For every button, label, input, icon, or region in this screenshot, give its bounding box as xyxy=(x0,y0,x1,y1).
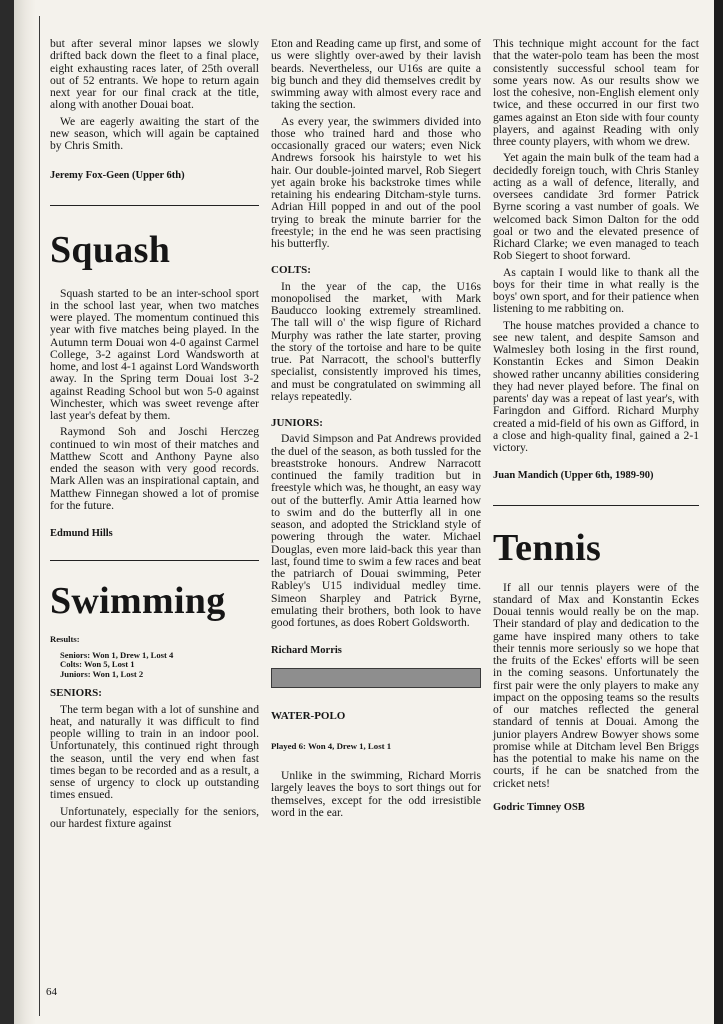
juniors-text xyxy=(271,433,481,629)
paragraph: Unlike in the swimming, Richard Morris largely leaves the boys to sort things out for themselves, except for the odd irresistible word in the ear. xyxy=(271,769,481,819)
sailing-text xyxy=(50,38,259,152)
subhead-seniors: SENIORS: xyxy=(50,687,102,700)
column-1 xyxy=(50,38,259,834)
section-divider xyxy=(50,560,259,561)
page-number: 64 xyxy=(46,986,57,998)
gutter-rule xyxy=(39,16,40,1016)
paragraph: The term began with a lot of sunshine and heat, and naturally it was difficult to find people willing to train in an indoor pool. Unfortunately, this continued right through the season, until the very end when fast times began to be recorded and as a result, a sense of urgency to clock up outstanding times ensued. xyxy=(50,702,259,802)
paragraph: As every year, the swimmers divided into those who trained hard and those who occasionally graced our waters; even Nick Andrews forsook his hairstyle to wet his hair. Our double-jointed marvel, Rob Siegert yet again broke his backstroke times while retaining his endearing Ditcham-style turns. Adrian Hill popped in and out of the pool trying to break the minute barrier for the freestyle; in the end he was seen practising his butterfly. xyxy=(271,114,481,250)
byline: Juan Mandich (Upper 6th, 1989-90) xyxy=(493,470,654,482)
paragraph: The house matches provided a chance to see new talent, and despite Samson and Walmesley both losing in the first round, Konstantin Eckes and Simon Deakin showed rather uncanny abilities considering they had never played before. The final on parents' day was a repeat of last year's, with Faringdon and Gifford. Richard Murphy created a mid-field of his own as Gifford, in a close and high-quality final, gained a 2-1 victory. xyxy=(493,318,699,454)
section-title-tennis: Tennis xyxy=(493,526,602,569)
section-divider xyxy=(50,205,259,206)
squash-text xyxy=(50,288,259,513)
paragraph: Raymond Soh and Joschi Herczeg continued to win most of their matches and Matthew Scott and Anthony Payne also ended the season with very good records. Mark Allen was an inspirational captain, and Matthew Finnegan showed a lot of promise for the future. xyxy=(50,425,259,512)
section-title-squash: Squash xyxy=(50,228,171,271)
byline: Richard Morris xyxy=(271,645,342,657)
page-gutter xyxy=(14,0,36,1024)
tennis-text xyxy=(493,582,699,790)
paragraph: David Simpson and Pat Andrews provided the duel of the season, as both tussled for the breaststroke honours. Andrew Narracott continued the family tradition but in freestyle which was, he thought, an easy way out of the butterfly. Amir Attia learned how to swim and do the butterfly all in one season, and adopted the Strickland style of powering through the water. Michael Douglas, even more laid-back this year than last, found time to swim a few races and beat the patriarch of Douai swimming, Peter Rabley's U15 individual medley time. Simeon Sharpley and Patrick Byrne, emulating their brothers, both look to have good fortunes, as does Robert Goldsworth. xyxy=(271,432,481,629)
results-line: Seniors: Won 1, Drew 1, Lost 4 xyxy=(60,649,174,660)
swimming-text xyxy=(271,38,481,250)
subhead-juniors: JUNIORS: xyxy=(271,417,323,429)
paragraph: We are eagerly awaiting the start of the new season, which will again be captained by Chris Smith. xyxy=(50,114,259,152)
paragraph: As captain I would like to thank all the boys for their time in what really is the boys' own sport, and for their patience when listening to me rabbiting on. xyxy=(493,265,699,316)
subhead-colts: COLTS: xyxy=(271,264,311,277)
paragraph: In the year of the cap, the U16s monopolised the market, with Mark Bauducco looking extremely streamlined. The tall will o' the wisp figure of Richard Murphy was rather the late starter, proving the story of the tortoise and hare to be quite true. Pat Narracott, the school's butterfly specialist, consistently improved his times, and must be congratulated on swimming all relays repeatedly. xyxy=(271,279,481,403)
seniors-text xyxy=(50,704,259,831)
byline: Edmund Hills xyxy=(50,528,113,539)
results-line: Juniors: Won 1, Lost 2 xyxy=(60,668,144,679)
paragraph: Eton and Reading came up first, and some of us were slightly over-awed by their lavish beards. Nevertheless, our U16s are quite a big bunch and they did themselves credit by swimming away with almost every race and taking the section. xyxy=(271,37,481,112)
byline: Jeremy Fox-Geen (Upper 6th) xyxy=(50,170,185,182)
byline: Godric Timney OSB xyxy=(493,801,585,813)
water-polo-text xyxy=(271,770,481,819)
grey-bar xyxy=(271,668,481,688)
section-divider xyxy=(493,505,699,506)
colts-text xyxy=(271,281,481,404)
section-title-swimming: Swimming xyxy=(50,580,226,623)
column-2 xyxy=(271,38,481,823)
water-polo-continued-text xyxy=(493,38,699,454)
results-box xyxy=(50,635,259,679)
column-3 xyxy=(493,38,699,824)
paragraph: Squash started to be an inter-school sport in the school last year, when two matches were played. The momentum continued this year with five matches being played. In the Autumn term Douai won 4-0 against Carmel College, 3-2 against Lord Wandsworth at home, and lost 4-1 against Lord Wandsworth away. In the Spring term Douai lost 3-2 against Reading School but won 5-0 against Winchester, which was sweet revenge after last year's defeat by them. xyxy=(50,286,259,422)
paragraph: but after several minor lapses we slowly drifted back down the fleet to a final place, eight exhausting races later, of 25th overall out of 52 entrants. We hope to return again next year for our final crack at the title, along with another Douai boat. xyxy=(50,37,259,112)
paragraph: This technique might account for the fact that the water-polo team has been the most consistently successful school team for some years now. As our results show we lost the cohesive, non-English element only twice, and these occurred in our first two games against an Eton side with four county players, and against Reading with only three county players, with whom we drew. xyxy=(493,37,699,148)
results-line: Colts: Won 5, Lost 1 xyxy=(60,659,135,670)
paragraph: Yet again the main bulk of the team had a decidedly foreign touch, with Chris Stanley acting as a wall of defence, literally, and oversees candidate 3rd former Patrick Byrne scoring a vast number of goals. We welcomed back Simon Dalton for the odd goal or two and the elevated presence of Richard Clarke; we even managed to teach Rob Siegert to shoot forward. xyxy=(493,151,699,263)
paragraph: If all our tennis players were of the standard of Max and Konstantin Eckes Douai tennis would really be on the map. Their standard of play and dedication to the game have inspired many others to take their tennis more seriously so we hope that the fruits of the Eckes' efforts will be seen in the coming seasons. Unfortunately the first pair were the only players to make any impact on the opposing teams so the results of our matches reflected the general standard of tennis at Douai. Among the junior players Andrew Bowyer shows some promise while at Ditcham level Ben Briggs has the potential to make his name on the courts, if he can be snatched from the cricket nets! xyxy=(493,580,699,790)
page-edge xyxy=(714,0,723,1024)
results-label: Results: xyxy=(50,634,80,645)
paragraph: Unfortunately, especially for the seniors, our hardest fixture against xyxy=(50,804,259,830)
subhead-water-polo: WATER-POLO xyxy=(271,709,346,722)
water-polo-results: Played 6: Won 4, Drew 1, Lost 1 xyxy=(271,740,392,751)
